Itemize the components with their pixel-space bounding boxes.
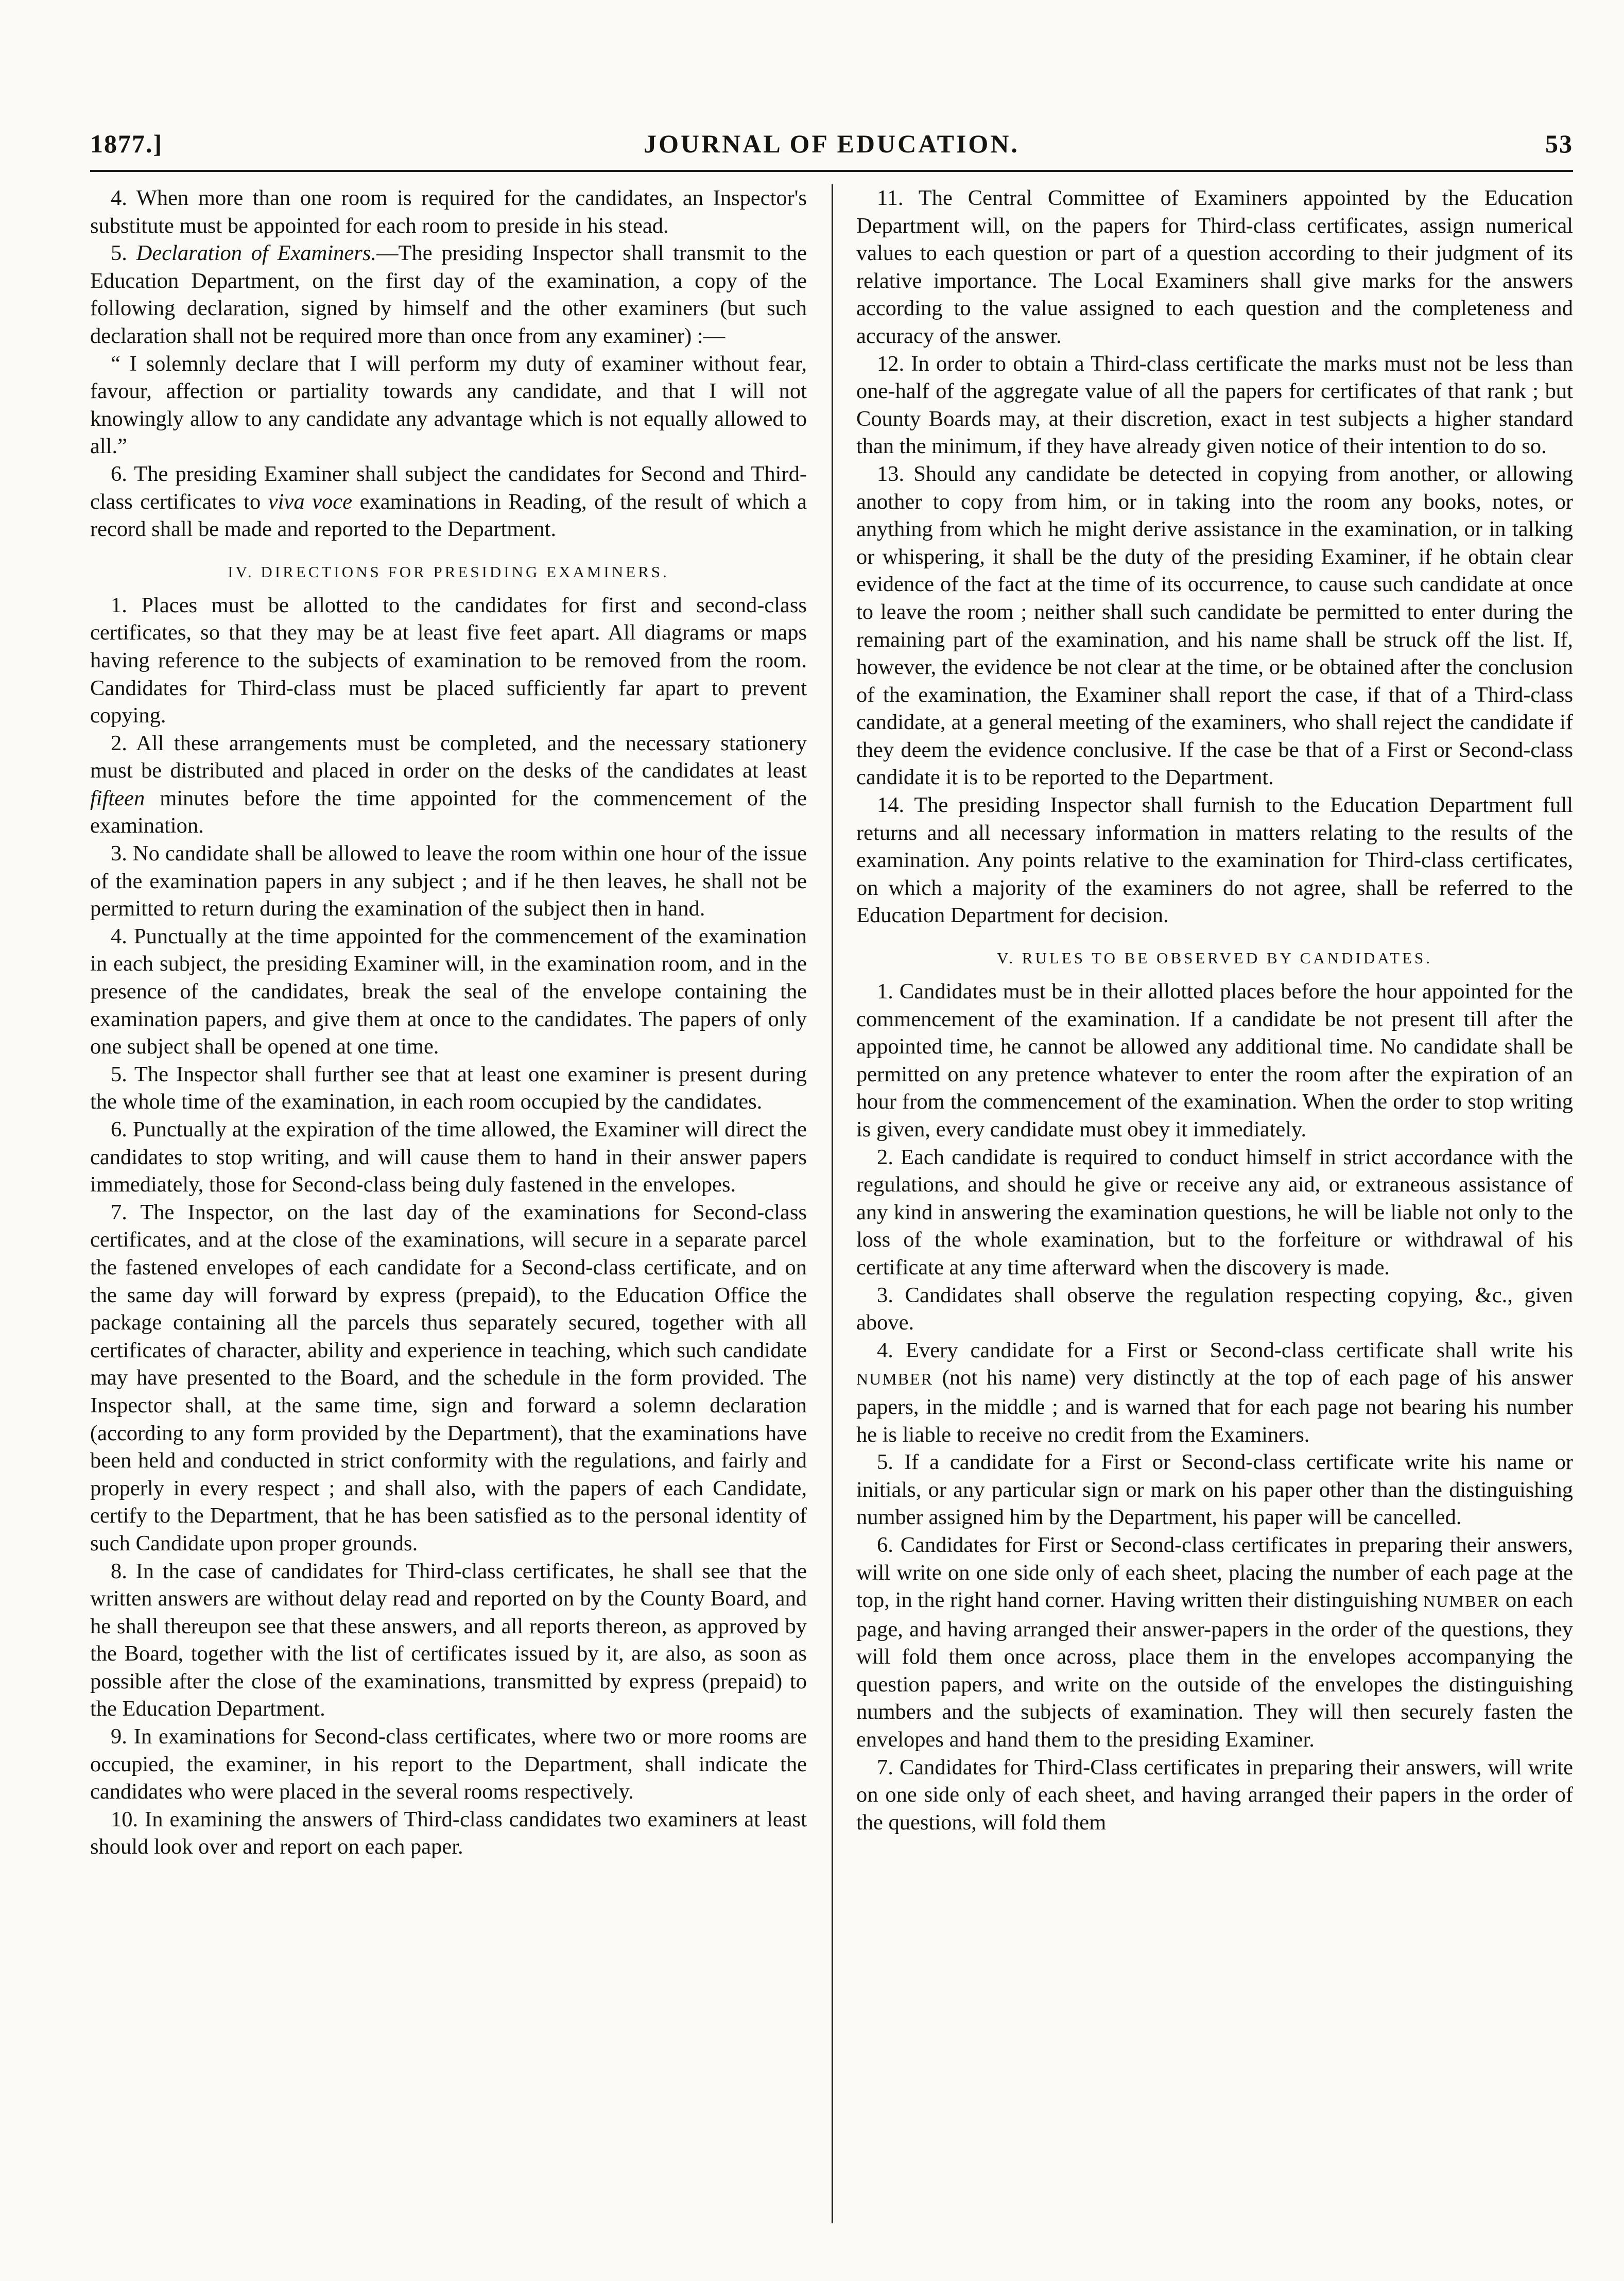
paragraph-5 — [90, 239, 807, 350]
section-heading-iv: IV. DIRECTIONS FOR PRESIDING EXAMINERS. — [228, 562, 669, 581]
running-header — [90, 124, 1573, 172]
rule-4-text-a: 4. Every candidate for a First or Second-class certificate shall write his — [877, 1338, 1573, 1362]
direction-2 — [90, 730, 807, 840]
journal-page — [90, 124, 1573, 2235]
direction-2-text-a: 2. All these arrangements must be completed, and the necessary stationery must be distributed and placed in order on the desks of the candidates at least — [90, 731, 807, 783]
paragraph-6-text-b: examinations in Reading, of the result of which a record shall be made and reported to the Department. — [90, 489, 807, 542]
column-divider — [832, 184, 833, 2223]
paragraph-5-title: Declaration of Examiners. — [136, 241, 376, 266]
section-heading-v: V. RULES TO BE OBSERVED BY CANDIDATES. — [996, 949, 1433, 967]
direction-4: 4. Punctually at the time appointed for the commencement of the examination in each subject, the presiding Examiner will, in the examination room, and in the presence of the candidates, break the seal of the envelope containing the examination papers, and give them at once to the candidates. The papers of only one subject shall be opened at one time. — [90, 924, 807, 1059]
rule-6-text-b: on each page, and having arranged their answer-papers in the order of the questions, they will fold them once across, place them in the envelopes accompanying the question papers, and write on the outside of the envelopes the distinguishing numbers and the subjects of examination. They will then securely fasten the envelopes and hand them to the presiding Examiner. — [856, 1588, 1573, 1752]
direction-5: 5. The Inspector shall further see that at least one examiner is present during the whole time of the examination, in each room occupied by the candidates. — [90, 1062, 807, 1114]
paragraph-6-text-a: 6. The presiding Examiner shall subject the candidates for Second and Third-class certificates to — [90, 461, 807, 514]
rule-4-number-word: NUMBER — [856, 1370, 933, 1389]
paragraph-6 — [90, 460, 807, 543]
rule-2: 2. Each candidate is required to conduct himself in strict accordance with the regulations, and should he give or receive any aid, or extraneous assistance of any kind in answering the examination questions, he will be liable not only to the loss of the whole examination, but to the forfeiture or withdrawal of his certificate at any time afterward when the discovery is made. — [856, 1145, 1573, 1280]
direction-9: 9. In examinations for Second-class certificates, where two or more rooms are occupied, the examiner, in his report to the Department, shall indicate the candidates who were placed in the several rooms respectively. — [90, 1724, 807, 1804]
rule-6 — [856, 1531, 1573, 1754]
direction-11: 11. The Central Committee of Examiners appointed by the Education Department will, on the papers for Third-class certificates, assign numerical values to each question or part of a question according to their judgment of its relative importance. The Local Examiners shall give marks for the answers according to the value assigned to each question and the completeness and accuracy of the answer. — [856, 186, 1573, 348]
left-column — [90, 184, 807, 2223]
rule-1: 1. Candidates must be in their allotted places before the hour appointed for the commencement of the examination. If a candidate be not present till after the appointed time, he cannot be allowed any additional time. No candidate shall be permitted on any pretence whatever to enter the room after the expiration of an hour from the commencement of the examination. When the order to stop writing is given, every candidate must obey it immediately. — [856, 979, 1573, 1142]
direction-6: 6. Punctually at the expiration of the time allowed, the Examiner will direct the candidates to stop writing, and will cause them to hand in their answer papers immediately, those for Second-class being duly fastened in the envelopes. — [90, 1117, 807, 1197]
rule-6-text-a: 6. Candidates for First or Second-class certificates in preparing their answers, will write on one side only of each sheet, placing the number of each page at the top, in the right hand corner. Having written their distinguishing — [856, 1532, 1573, 1613]
rule-5: 5. If a candidate for a First or Second-class certificate write his name or initials, or any particular sign or mark on his paper other than the distinguishing number assigned him by the Department, his paper will be cancelled. — [856, 1450, 1573, 1530]
direction-13: 13. Should any candidate be detected in copying from another, or allowing another to copy from him, or in taking into the room any books, notes, or anything from which he might derive assistance in the examination, or in talking or whispering, it shall be the duty of the presiding Examiner, if he obtain clear evidence of the fact at the time of its occurrence, to cause such candidate at once to leave the room ; neither shall such candidate be permitted to enter during the remaining part of the examination, and his name shall be struck off the list. If, however, the evidence be not clear at the time, or be obtained after the conclusion of the examination, the Examiner shall report the case, if that of a Third-class candidate, at a general meeting of the examiners, who shall reject the candidate if they deem the evidence conclusive. If the case be that of a First or Second-class candidate it is to be reported to the Department. — [856, 461, 1573, 790]
direction-7: 7. The Inspector, on the last day of the examinations for Second-class certificates, and at the close of the examinations, will secure in a separate parcel the fastened envelopes of each candidate for a Second-class certificate, and on the same day will forward by express (prepaid), to the Education Office the package containing all the parcels thus separately secured, together with all certificates of character, ability and experience in teaching, which such candidate may have presented to the Board, and the schedule in the form provided. The Inspector shall, at the same time, sign and forward a solemn declaration (according to any form provided by the Department), that the examinations have been held and conducted in strict conformity with the regulations, and fairly and properly in every respect ; and shall also, with the papers of each Candidate, certify to the Department, that he has been satisfied as to the personal identity of such Candidate upon proper grounds. — [90, 1200, 807, 1556]
header-journal-title: JOURNAL OF EDUCATION. — [644, 129, 1020, 158]
paragraph-5-number: 5. — [111, 241, 136, 266]
direction-14: 14. The presiding Inspector shall furnish to the Education Department full returns and all necessary information in matters relating to the results of the examination. Any points relative to the examination for Third-class certificates, on which a majority of the examiners do not agree, shall be referred to the Education Department for decision. — [856, 793, 1573, 928]
direction-1: 1. Places must be allotted to the candidates for first and second-class certificates, so that they may be at least five feet apart. All diagrams or maps having reference to the subjects of examination to be removed from the room. Candidates for Third-class must be placed sufficiently far apart to prevent copying. — [90, 593, 807, 728]
direction-3: 3. No candidate shall be allowed to leave the room within one hour of the issue of the examination papers in any subject ; and if he then leaves, he shall not be permitted to return during the examination of the subject then in hand. — [90, 841, 807, 921]
direction-10: 10. In examining the answers of Third-class candidates two examiners at least should look over and report on each paper. — [90, 1807, 807, 1859]
rule-6-number-word: NUMBER — [1423, 1592, 1500, 1611]
rule-4-text-b: (not his name) very distinctly at the top of each page of his answer papers, in the middle ; and is warned that for each page not bearing his number he is liable to receive no credit from the Examiners. — [856, 1366, 1573, 1447]
right-column — [856, 184, 1573, 2223]
direction-2-text-b: minutes before the time appointed for the commencement of the examination. — [90, 786, 807, 838]
header-page-number: 53 — [1545, 129, 1573, 158]
direction-12: 12. In order to obtain a Third-class certificate the marks must not be less than one-half of the aggregate value of all the papers for certificates of that rank ; but County Boards may, at their discretion, exact in test subjects a higher standard than the minimum, if they have already given notice of their intention to do so. — [856, 351, 1573, 459]
rule-7: 7. Candidates for Third-Class certificates in preparing their answers, will write on one side only of each sheet, and having arranged their papers in the order of the questions, will fold them — [856, 1755, 1573, 1835]
direction-2-italic: fifteen — [90, 786, 145, 810]
header-year: 1877.] — [90, 129, 163, 158]
paragraph-5-text: —The presiding Inspector shall transmit to the Education Department, on the first day of the examination, a copy of the following declaration, signed by himself and the other examiners (but such declaration shall not be required more than once from any examiner) :— — [90, 241, 807, 348]
rule-4 — [856, 1337, 1573, 1448]
rule-3: 3. Candidates shall observe the regulation respecting copying, &c., given above. — [856, 1283, 1573, 1335]
direction-8: 8. In the case of candidates for Third-class certificates, he shall see that the written answers are without delay read and reported on by the County Board, and he shall thereupon see that these answers, and all reports thereon, as approved by the Board, together with the list of certificates issued by it, are also, as soon as possible after the close of the examinations, transmitted by express (prepaid) to the Education Department. — [90, 1559, 807, 1721]
paragraph-6-italic: viva voce — [268, 489, 352, 514]
paragraph-4: 4. When more than one room is required for the candidates, an Inspector's substitute must be appointed for each room to preside in his stead. — [90, 186, 807, 238]
declaration-quote: “ I solemnly declare that I will perform my duty of examiner without fear, favour, affection or partiality towards any candidate, and that I will not knowingly allow to any candidate any advantage which is not equally allowed to all.” — [90, 351, 807, 459]
